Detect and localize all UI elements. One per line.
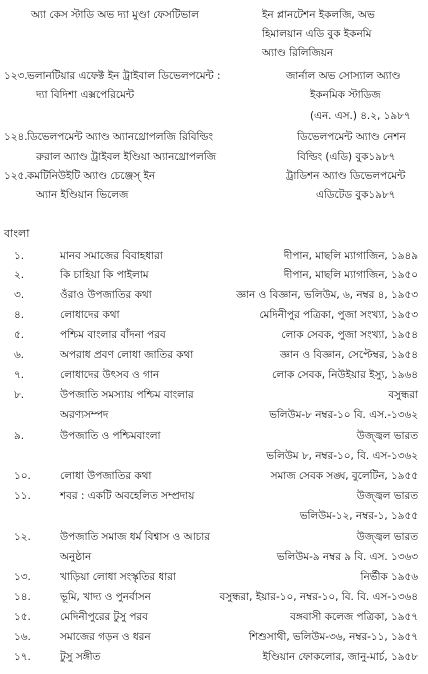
list-item-publication: দীপান, মাছলি ম্যাগাজিন, ১৯৫০ bbox=[283, 269, 418, 281]
list-item-number: ৮. bbox=[14, 389, 25, 401]
reference-title-line: দ্যা বিদিশা এক্সপেরিমেন্ট bbox=[36, 89, 135, 101]
list-item-title: খাড়িয়া লোধা সংস্কৃতির ধারা bbox=[60, 571, 176, 583]
reference-source-line: হিমালয়ান এডি বুক ইকনমি bbox=[262, 28, 372, 40]
list-item-publication: সমাজ সেবক সঙ্ঘ, বুলেটিন, ১৯৫৫ bbox=[270, 470, 418, 482]
list-item-publication: বসুন্ধরা, ইয়ার-১০, নম্বর-১০, বি. বি. এস-১৩৬৪ bbox=[219, 591, 418, 603]
list-item-title: লোধাদের উৎসব ও গান bbox=[60, 369, 160, 381]
list-item-title: উপজাতি ও পশ্চিমবাংলা bbox=[60, 430, 161, 442]
list-item-title: কি চাহিয়া কি পাইলাম bbox=[60, 269, 149, 281]
reference-source-line: জার্নাল অভ সোস্যাল অ্যাণ্ড bbox=[286, 70, 401, 82]
list-item-title: সমাজের গড়ন ও ধরন bbox=[60, 631, 151, 643]
list-item-publication: লোক সেবক, নিউইয়ার ইস্যু, ১৯৬৪ bbox=[272, 369, 418, 381]
list-item-title: লোধাদের কথা bbox=[60, 309, 120, 321]
list-item-publication: লোক সেবক, পুজা সংখ্যা, ১৯৫৪ bbox=[281, 329, 418, 341]
list-item-publication: উজ্জ্বল ভারত bbox=[356, 531, 418, 543]
list-item-title: মেদিনীপুরের টুসু পরব bbox=[60, 611, 148, 623]
list-item-number: ১৫. bbox=[14, 611, 31, 623]
reference-source-line: ইন প্লানটেশন ইকলজি, অভ bbox=[262, 9, 375, 21]
list-item-publication: বসুন্ধরা bbox=[388, 389, 418, 401]
list-item-title: লোধা উপজাতির কথা bbox=[60, 470, 152, 482]
reference-number: ১২৩. bbox=[4, 70, 28, 82]
reference-source-line: ট্রাডিশন অ্যাণ্ড ডিভেলপমেন্ট bbox=[286, 170, 406, 182]
reference-title-line: অ্যান ইণ্ডিয়ান ভিলেজ bbox=[36, 189, 129, 201]
list-item-number: ১০. bbox=[14, 470, 31, 482]
list-item-title: উপজাতি সমস্যায় পশ্চিম বাংলার bbox=[60, 389, 194, 401]
list-item-publication: উজ্জ্বল ভারত bbox=[356, 430, 418, 442]
list-item-publication-continuation: ভলিউম-৮ নম্বর-১০ বি. এস.-১৩৬২ bbox=[269, 409, 418, 421]
list-item-publication-continuation: ভলিউম-৯ নম্বর ৯ বি. এস. ১৩৬৩ bbox=[276, 551, 418, 563]
list-item-number: ৬. bbox=[14, 349, 25, 361]
reference-title-line: অ্যা কেস স্টাডি অভ দ্যা মুণ্ডা ফেসটিভাল bbox=[31, 9, 199, 21]
list-item-title: টুসু সঙ্গীত bbox=[60, 651, 101, 663]
list-item-publication: ইণ্ডিয়ান ফোকলোর, জানু-মার্চ, ১৯৫৮ bbox=[262, 651, 418, 663]
list-item-number: ১৭. bbox=[14, 651, 31, 663]
list-item-title: উপজাতি সমাজ ধর্ম বিশ্বাস ও আচার bbox=[60, 531, 210, 543]
list-item-number: ১১. bbox=[14, 490, 31, 502]
list-item-title-continuation: অনুষ্ঠান bbox=[60, 551, 92, 563]
list-item-number: ৪. bbox=[14, 309, 25, 321]
list-item-number: ৫. bbox=[14, 329, 25, 341]
list-item-number: ১৩. bbox=[14, 571, 31, 583]
section-heading: বাংলা bbox=[4, 227, 30, 240]
list-item-title: শবর : একটি অবহেলিত সম্প্রদায় bbox=[60, 490, 195, 502]
list-item-number: ২. bbox=[14, 269, 25, 281]
reference-title-line: কমটিনিউইটি অ্যাণ্ড চেঞ্জেস্ ইন bbox=[27, 170, 156, 182]
list-item-publication: জ্ঞান ও বিজ্ঞান, সেপ্টেম্বর, ১৯৫৪ bbox=[279, 349, 418, 361]
list-item-publication: বঙ্গবাসী কলেজ পত্রিকা, ১৯৫৭ bbox=[290, 611, 418, 623]
reference-source-line: ডিভেলপমেন্ট অ্যাণ্ড নেশন bbox=[297, 131, 406, 143]
list-item-publication: শিশুসাথী, ভলিউম-৩৬, নম্বর-১১, ১৯৫৭ bbox=[248, 631, 418, 643]
list-item-number: ১. bbox=[14, 250, 25, 262]
list-item-publication: মেদিনীপুর পত্রিকা, পুজা সংখ্যা, ১৯৫৩ bbox=[259, 309, 418, 321]
list-item-title: পশ্চিম বাংলার বাঁদনা পরব bbox=[60, 329, 166, 341]
list-item-publication: দীপান, মাছলি ম্যাগাজিন, ১৯৪৯ bbox=[283, 250, 418, 262]
list-item-title: মানব সমাজের বিবাহধারা bbox=[60, 250, 163, 262]
reference-title-line: ভলানটিয়ার এফেক্ট ইন ট্রাইবাল ডিভেলপমেন্ট : bbox=[27, 70, 221, 82]
list-item-number: ৩. bbox=[14, 289, 25, 301]
reference-number: ১২৫. bbox=[4, 170, 28, 182]
list-item-number: ৯. bbox=[14, 430, 25, 442]
list-item-number: ১৪. bbox=[14, 591, 31, 603]
reference-source-line: ইকনমিক স্টাডিজ bbox=[310, 89, 381, 101]
reference-title-line: রুরাল অ্যাণ্ড ট্রাইবল ইণ্ডিয়া অ্যানথ্রোপলজি bbox=[36, 151, 217, 163]
list-item-title: অপরাধ প্রবণ লোধা জাতির কথা bbox=[60, 349, 194, 361]
reference-source-line: বিল্ডিং (এডি) বুক১৯৮৭ bbox=[297, 151, 396, 163]
list-item-title-continuation: অরণ্যসম্পদ bbox=[60, 409, 109, 421]
reference-source-line: অ্যাণ্ড রিলিজিয়ন bbox=[262, 47, 334, 59]
reference-source-line: এডিটেড বুক১৯৮৭ bbox=[316, 189, 396, 201]
list-item-title: ওঁরাও উপজাতির কথা bbox=[60, 289, 152, 301]
list-item-publication-continuation: ভলিউম-১২, নম্বর-১, ১৯৫৫ bbox=[299, 510, 418, 522]
list-item-publication: উজ্জ্বল ভারত bbox=[356, 490, 418, 502]
list-item-publication: জ্ঞান ও বিজ্ঞান, ভলিউম, ৬, নম্বর ৪, ১৯৫৩ bbox=[236, 289, 418, 301]
reference-source-line: (এন. এস.) ৪.২, ১৯৮৭ bbox=[310, 110, 411, 122]
reference-title-line: ডিভেলপমেন্ট অ্যাণ্ড অ্যানথ্রোপলজি রিবিল্ডিং bbox=[27, 131, 213, 143]
list-item-title: ভূমি, খাদ্য ও পুনর্বাসন bbox=[60, 591, 151, 603]
reference-number: ১২৪. bbox=[4, 131, 28, 143]
list-item-publication: নির্ভীক ১৯৫৬ bbox=[360, 571, 418, 583]
list-item-publication-continuation: ভলিউম ৮, নম্বর-১০, বি. এস-১৩৬২ bbox=[266, 450, 418, 462]
list-item-number: ১২. bbox=[14, 531, 31, 543]
list-item-number: ৭. bbox=[14, 369, 25, 381]
list-item-number: ১৬. bbox=[14, 631, 31, 643]
